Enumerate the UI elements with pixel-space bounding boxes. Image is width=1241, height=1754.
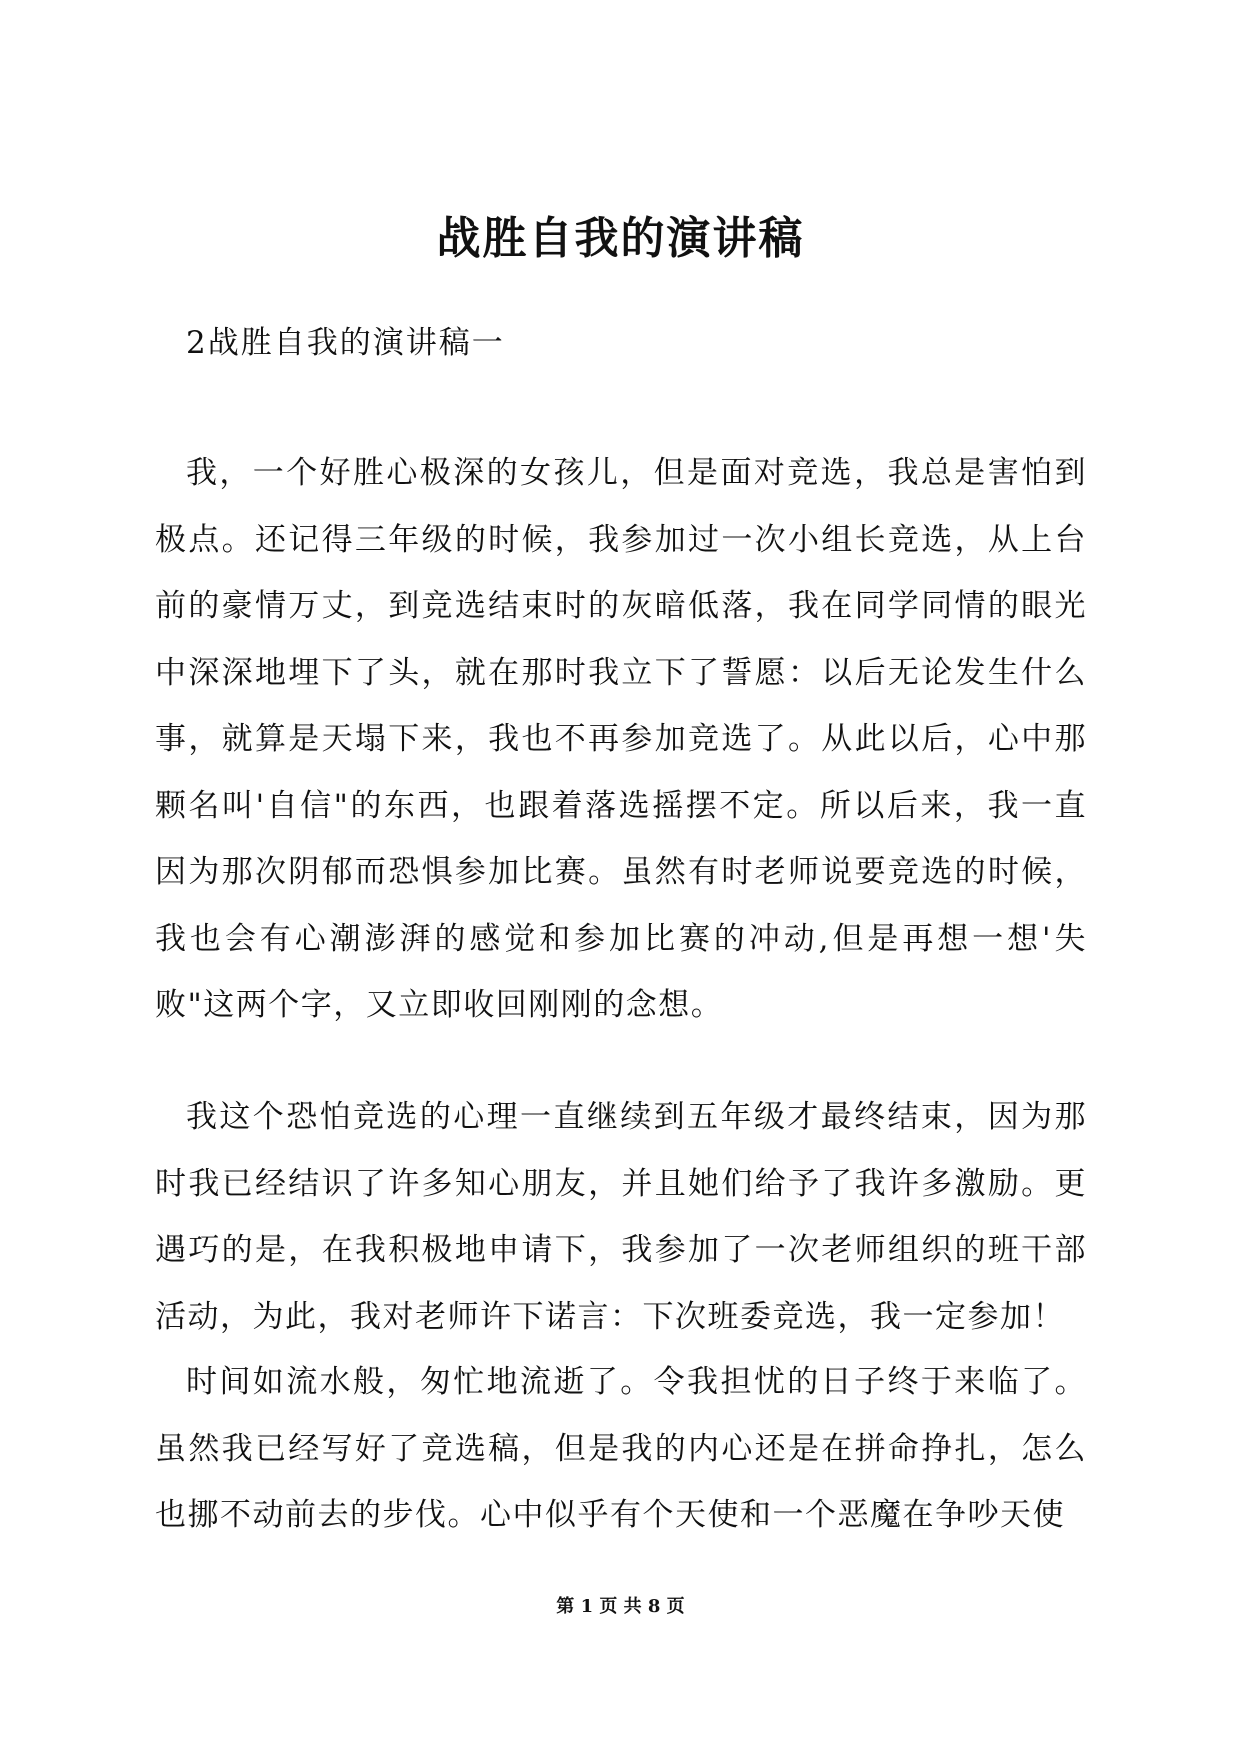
page-footer: 第 1 页 共 8 页 <box>556 1596 685 1617</box>
document-title: 战胜自我的演讲稿 <box>436 213 805 265</box>
document-subtitle: 2战胜自我的演讲稿一 <box>186 325 505 361</box>
paragraph-3: 时间如流水般，匆忙地流逝了。令我担忧的日子终于来临了。虽然我已经写好了竞选稿，但是我的内心还是在拼命挣扎，怎么也挪不动前去的步伐。心中似乎有个天使和一个恶魔在争吵天使 <box>155 1364 1087 1533</box>
paragraph-2: 我这个恐怕竞选的心理一直继续到五年级才最终结束，因为那时我已经结识了许多知心朋友，并且她们给予了我许多激励。更遇巧的是，在我积极地申请下，我参加了一次老师组织的班干部活动，为此，我对老师许下诺言：下次班委竞选，我一定参加！ <box>155 1099 1087 1335</box>
paragraph-1: 我，一个好胜心极深的女孩儿，但是面对竞选，我总是害怕到极点。还记得三年级的时候，我参加过一次小组长竞选，从上台前的豪情万丈，到竞选结束时的灰暗低落，我在同学同情的眼光中深深地埋下了头，就在那时我立下了誓愿：以后无论发生什么事，就算是天塌下来，我也不再参加竞选了。从此以后，心中那颗名叫'自信"的东西，也跟着落选摇摆不定。所以后来，我一直因为那次阴郁而恐惧参加比赛。虽然有时老师说要竞选的时候，我也会有心潮澎湃的感觉和参加比赛的冲动,但是再想一想'失败"这两个字，又立即收回刚刚的念想。 <box>155 455 1087 1023</box>
